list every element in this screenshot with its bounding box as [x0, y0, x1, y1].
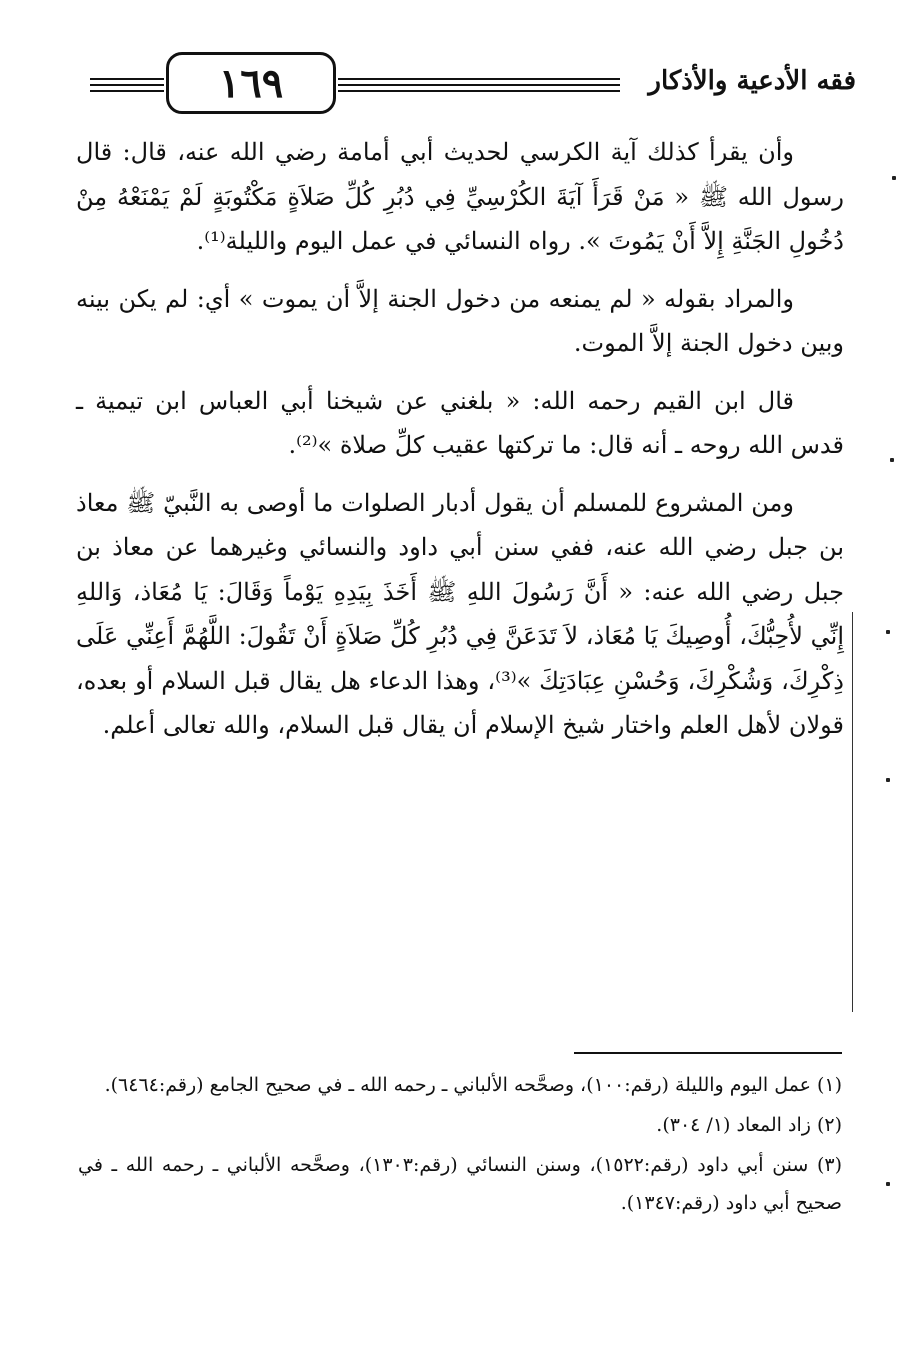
footnote: (١) عمل اليوم والليلة (رقم:١٠٠)، وصحَّحه الألباني ـ رحمه الله ـ في صحيح الجامع (رقم:٦٤٦٤).	[104, 1074, 842, 1096]
margin-mark	[886, 778, 890, 782]
paragraph: قال ابن القيم رحمه الله: « بلغني عن شيخنا أبي العباس ابن تيمية ـ قدس الله روحه ـ أنه قال: ما تركتها عقيب كلِّ صلاة »⁽²⁾.	[76, 386, 844, 459]
margin-mark	[886, 1182, 890, 1186]
margin-mark	[892, 176, 896, 180]
page-number: ١٦٩	[166, 52, 336, 114]
footnote-separator	[574, 1052, 842, 1054]
paragraph: والمراد بقوله « لم يمنعه من دخول الجنة إلاَّ أن يموت » أي: لم يكن بينه وبين دخول الجنة إلاَّ الموت.	[76, 284, 844, 357]
margin-mark	[886, 630, 890, 634]
footnote: (٢) زاد المعاد (١/ ٣٠٤).	[656, 1114, 842, 1136]
footnote: (٣) سنن أبي داود (رقم:١٥٢٢)، وسنن النسائي (رقم:١٣٠٣)، وصحَّحه الألباني ـ رحمه الله ـ في صحيح أبي داود (رقم:١٣٤٧).	[78, 1154, 842, 1214]
main-text	[76, 130, 844, 748]
header-rule	[338, 78, 620, 80]
page-header	[84, 48, 856, 126]
header-rule	[338, 84, 620, 86]
header-rule	[90, 90, 164, 92]
running-title: فقه الأدعية والأذكار	[648, 66, 856, 96]
paragraph: وأن يقرأ كذلك آية الكرسي لحديث أبي أمامة رضي الله عنه، قال: قال رسول الله ﷺ « مَنْ قَرَأَ آيَةَ الكُرْسِيِّ فِي دُبُرِ كُلِّ صَلاَةٍ مَكْتُوبَةٍ لَمْ يَمْنَعْهُ مِنْ دُخُولِ الجَنَّةِ إِلاَّ أَنْ يَمُوتَ ». رواه النسائي في عمل اليوم والليلة⁽¹⁾.	[76, 138, 844, 255]
header-rule	[90, 78, 164, 80]
header-rule	[90, 84, 164, 86]
margin-line	[852, 612, 853, 1012]
header-rule	[338, 90, 620, 92]
paragraph: ومن المشروع للمسلم أن يقول أدبار الصلوات ما أوصى به النَّبيّ ﷺ معاذ بن جبل رضي الله عنه، ففي سنن أبي داود والنسائي وغيرهما عن معاذ بن جبل رضي الله عنه: « أَنَّ رَسُولَ اللهِ ﷺ أَخَذَ بِيَدِهِ يَوْماً وَقَالَ: يَا مُعَاذ، وَاللهِ إِنِّي لأُحِبُّكَ، أُوصِيكَ يَا مُعَاذ، لاَ تَدَعَنَّ فِي دُبُرِ كُلِّ صَلاَةٍ أَنْ تَقُولَ: اللَّهُمَّ أَعِنِّي عَلَى ذِكْرِكَ، وَشُكْرِكَ، وَحُسْنِ عِبَادَتِكَ »⁽³⁾، وهذا الدعاء هل يقال قبل السلام أو بعده، قولان لأهل العلم واختار شيخ الإسلام أن يقال قبل السلام، والله تعالى أعلم.	[76, 488, 844, 739]
margin-mark	[890, 458, 894, 462]
footnotes	[78, 1066, 842, 1222]
